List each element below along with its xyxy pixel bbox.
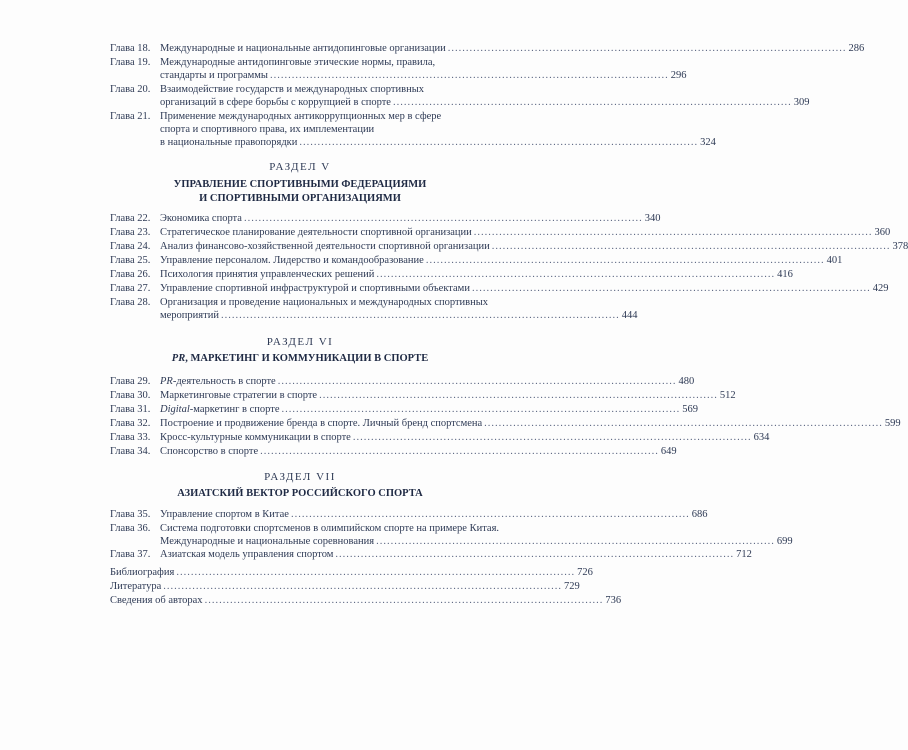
section-label: РАЗДЕЛ VII [264,471,336,483]
chapter-number: Глава 33. [110,432,151,443]
page-number: 649 [660,446,677,457]
chapter-title-line: Организация и проведение национальных и международных спортивных [160,297,489,308]
page-number: 686 [691,509,708,520]
chapter-title: Построение и продвижение бренда в спорте. Личный бренд спортсмена [160,418,483,429]
page-number: 296 [670,70,687,81]
leader-dots: .............................................................................................................. [484,418,883,429]
entry-title: Литература [110,581,162,592]
leader-dots: .............................................................................................................. [392,97,792,108]
chapter-number: Глава 35. [110,509,151,520]
leader-dots: .............................................................................................................. [277,376,677,387]
chapter-number: Глава 31. [110,404,151,415]
page-number: 444 [621,310,638,321]
page-number: 726 [577,567,593,578]
leader-dots: .............................................................................................................. [290,509,690,520]
chapter-title-rest: -деятельность в спорте [172,376,276,387]
chapter-number: Глава 37. [110,549,151,560]
leader-dots: .............................................................................................................. [335,549,735,560]
chapter-title: Экономика спорта [160,213,242,224]
chapter-number: Глава 36. [110,523,151,534]
page-number: 729 [564,581,580,592]
chapter-title: Международные и национальные соревнования [160,536,375,547]
page-number: 324 [700,137,716,148]
leader-dots: .............................................................................................................. [204,595,604,606]
section-title-line1: УПРАВЛЕНИЕ СПОРТИВНЫМИ ФЕДЕРАЦИЯМИ [173,179,427,190]
chapter-title: Управление спортивной инфраструктурой и спортивными объектами [160,283,470,294]
chapter-title: Анализ финансово-хозяйственной деятельности спортивной организации [160,241,490,252]
chapter-title-line: спорта и спортивного права, их имплементации [160,124,375,135]
chapter-title: Маркетинговые стратегии в спорте [160,390,318,401]
leader-dots: .............................................................................................................. [491,241,891,252]
section-title-line2: И СПОРТИВНЫМИ ОРГАНИЗАЦИЯМИ [199,193,401,204]
leader-dots: .............................................................................................................. [471,283,871,294]
leader-dots: .............................................................................................................. [473,227,873,238]
chapter-title: мероприятий [160,310,219,321]
leader-dots: .............................................................................................................. [176,567,576,578]
page-number: 569 [682,404,698,415]
page-number: 736 [605,595,622,606]
chapter-number: Глава 19. [110,57,151,68]
chapter-title-italic: PR [160,376,173,387]
section-title: АЗИАТСКИЙ ВЕКТОР РОССИЙСКОГО СПОРТА [177,488,423,499]
chapter-number: Глава 29. [110,376,151,387]
chapter-title [160,403,279,416]
chapter-title: Стратегическое планирование деятельности спортивной организации [160,227,472,238]
leader-dots: .............................................................................................................. [260,446,659,457]
section-title-pr: PR [171,353,186,364]
leader-dots: .............................................................................................................. [447,43,847,54]
page-number: 286 [848,43,865,54]
chapter-title-line: Взаимодействие государств и международных спортивных [160,84,425,95]
page-number: 480 [678,376,695,387]
chapter-title-italic: Digital [160,404,190,415]
chapter-number: Глава 24. [110,241,151,252]
page-number: 340 [644,213,661,224]
chapter-number: Глава 23. [110,227,151,238]
page-number: 401 [826,255,843,266]
section-label: РАЗДЕЛ V [269,161,331,173]
leader-dots: .............................................................................................................. [220,310,620,321]
page-number: 429 [872,283,889,294]
chapter-number: Глава 22. [110,213,151,224]
page-number: 416 [777,269,793,280]
leader-dots: .............................................................................................................. [319,390,718,401]
leader-dots: .............................................................................................................. [163,581,562,592]
chapter-number: Глава 18. [110,43,151,54]
chapter-number: Глава 25. [110,255,151,266]
page-number: 512 [719,390,736,401]
leader-dots: .............................................................................................................. [425,255,825,266]
leader-dots: .............................................................................................................. [281,404,681,415]
chapter-title [160,375,276,388]
chapter-title: Международные и национальные антидопинговые организации [160,43,446,54]
leader-dots: .............................................................................................................. [376,269,776,280]
chapter-number: Глава 30. [110,390,151,401]
chapter-number: Глава 32. [110,418,151,429]
leader-dots: .............................................................................................................. [376,536,775,547]
chapter-title: организаций в сфере борьбы с коррупцией в спорте [160,97,391,108]
leader-dots: .............................................................................................................. [269,70,669,81]
chapter-title: стандарты и программы [160,70,268,81]
chapter-number: Глава 34. [110,446,151,457]
chapter-number: Глава 26. [110,269,151,280]
page-number: 712 [736,549,752,560]
entry-title: Библиография [110,567,175,578]
page-number: 699 [776,536,793,547]
leader-dots: .............................................................................................................. [299,137,699,148]
chapter-number: Глава 20. [110,84,151,95]
page-number: 378 [892,241,908,252]
leader-dots: .............................................................................................................. [352,432,752,443]
page-number: 599 [884,418,901,429]
section-title [0,352,600,366]
chapter-title-line: Система подготовки спортсменов в олимпийском спорте на примере Китая. [160,523,500,534]
chapter-number: Глава 27. [110,283,151,294]
section-label: РАЗДЕЛ VI [266,336,334,348]
chapter-title: Управление персоналом. Лидерство и командообразование [160,255,424,266]
chapter-title: Психология принятия управленческих решений [160,269,375,280]
chapter-title-line: Применение международных антикоррупционных мер в сфере [160,111,442,122]
leader-dots: .............................................................................................................. [243,213,643,224]
chapter-title: Спонсорство в спорте [160,446,259,457]
page-number: 360 [874,227,891,238]
chapter-title-rest: -маркетинг в спорте [189,404,280,415]
entry-title: Сведения об авторах [110,595,203,606]
page-number: 309 [793,97,810,108]
chapter-title: в национальные правопорядки [160,137,298,148]
chapter-number: Глава 21. [110,111,151,122]
page-number: 634 [753,432,770,443]
chapter-title: Азиатская модель управления спортом [160,549,334,560]
chapter-title: Кросс-культурные коммуникации в спорте [160,432,351,443]
chapter-title: Управление спортом в Китае [160,509,289,520]
chapter-number: Глава 28. [110,297,151,308]
chapter-title-line: Международные антидопинговые этические нормы, правила, [160,57,436,68]
section-title-rest: , МАРКЕТИНГ И КОММУНИКАЦИИ В СПОРТЕ [185,353,429,364]
